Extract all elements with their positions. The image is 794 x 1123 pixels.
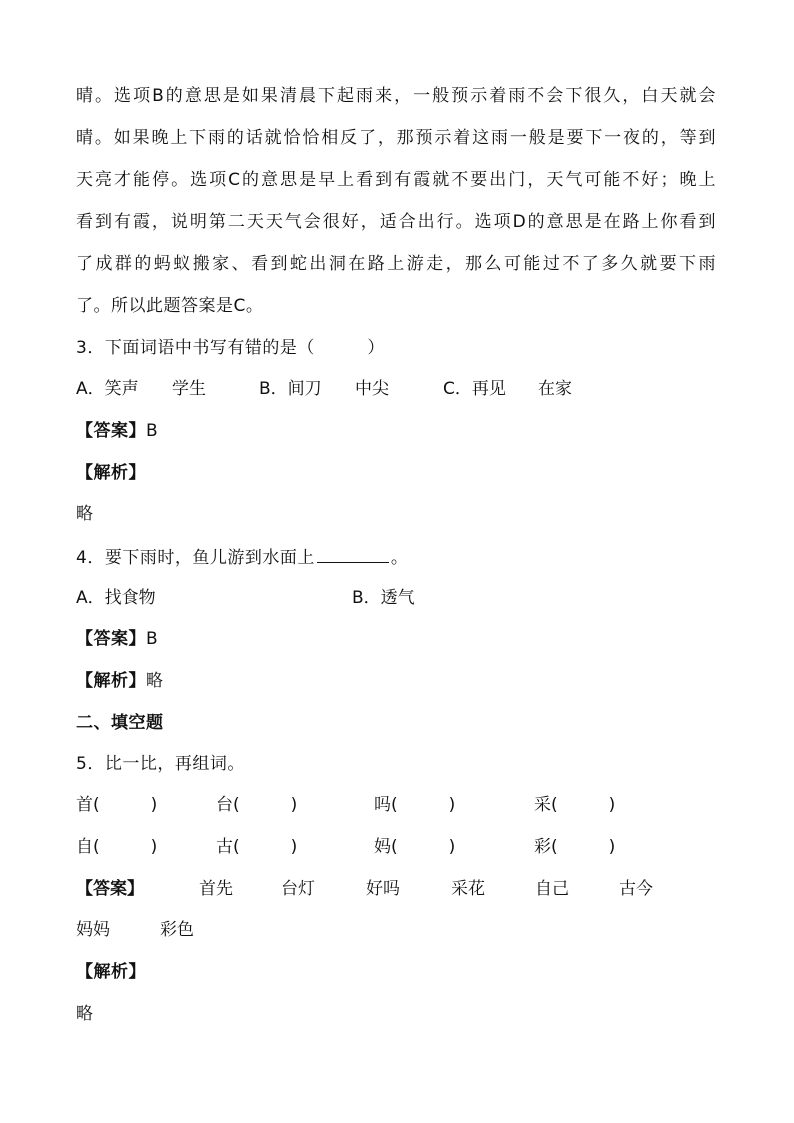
q3-option-a-word2: 学生 — [172, 379, 206, 399]
q3-answer-value: B — [146, 421, 159, 441]
q5-answer-3: 好吗 — [366, 879, 400, 899]
q4-question-suffix: 。 — [390, 548, 409, 568]
q5-answer-label: 【答案】 — [76, 879, 144, 899]
q4-analysis-text: 略 — [146, 671, 164, 691]
explanation-line-2: 晴。如果晚上下雨的话就恰恰相反了，那预示着这雨一般是要下一夜的，等到 — [76, 128, 716, 148]
q4-analysis-label: 【解析】 — [76, 671, 146, 691]
q4-question — [76, 544, 408, 570]
q5-row2-item-1: 自( ) — [76, 837, 158, 857]
q5-answer-5: 自己 — [535, 879, 569, 899]
q5-answer-6: 古今 — [619, 879, 653, 899]
q4-answer-value: B — [146, 629, 159, 649]
q5-answer-2: 台灯 — [281, 879, 315, 899]
q3-option-b-word2: 中尖 — [355, 379, 389, 399]
q3-option-a: A．笑声 — [76, 379, 139, 399]
q5-row1-item-1: 首( ) — [76, 795, 158, 815]
q3-analysis-text: 略 — [76, 504, 94, 524]
q5-answer-1: 首先 — [199, 879, 233, 899]
explanation-line-6: 了。所以此题答案是C。 — [76, 296, 264, 316]
q3-question: 3．下面词语中书写有错的是（ ） — [76, 338, 385, 358]
q4-option-b: B．透气 — [352, 588, 415, 608]
explanation-line-4: 看到有霞，说明第二天天气会很好，适合出行。选项D的意思是在路上你看到 — [76, 212, 716, 232]
q5-analysis-label: 【解析】 — [76, 962, 146, 982]
q3-option-c-word2: 在家 — [538, 379, 572, 399]
q4-option-a: A．找食物 — [76, 588, 156, 608]
q5-row1-item-3: 吗( ) — [374, 795, 456, 815]
q5-row2-item-3: 妈( ) — [374, 837, 456, 857]
explanation-line-3: 天亮才能停。选项C的意思是早上看到有霞就不要出门，天气可能不好；晚上 — [76, 170, 716, 190]
q4-analysis — [76, 669, 164, 693]
q5-analysis-text: 略 — [76, 1004, 94, 1024]
q5-row1-item-2: 台( ) — [216, 795, 298, 815]
q5-row1-item-4: 采( ) — [534, 795, 616, 815]
explanation-line-5: 了成群的蚂蚁搬家、看到蛇出洞在路上游走，那么可能过不了多久就要下雨 — [76, 254, 716, 274]
q4-answer — [76, 627, 158, 651]
q3-answer — [76, 419, 158, 443]
q5-row2-item-4: 彩( ) — [534, 837, 616, 857]
q3-analysis-label: 【解析】 — [76, 463, 146, 483]
q3-option-c: C．再见 — [443, 379, 506, 399]
q5-row2-item-2: 古( ) — [216, 837, 298, 857]
explanation-line-1: 晴。选项B的意思是如果清晨下起雨来，一般预示着雨不会下很久，白天就会 — [76, 86, 716, 106]
q4-question-prefix: 4．要下雨时，鱼儿游到水面上 — [76, 548, 315, 568]
q5-answer-7: 妈妈 — [76, 920, 110, 940]
q5-answer-8: 彩色 — [160, 920, 194, 940]
q4-answer-label: 【答案】 — [76, 629, 146, 649]
q4-answer-blank — [317, 544, 389, 563]
q3-answer-label: 【答案】 — [76, 421, 146, 441]
section-heading: 二、填空题 — [76, 713, 164, 733]
q3-option-b: B．间刀 — [259, 379, 322, 399]
q5-answer-4: 采花 — [451, 879, 485, 899]
q5-question: 5．比一比，再组词。 — [76, 754, 245, 774]
